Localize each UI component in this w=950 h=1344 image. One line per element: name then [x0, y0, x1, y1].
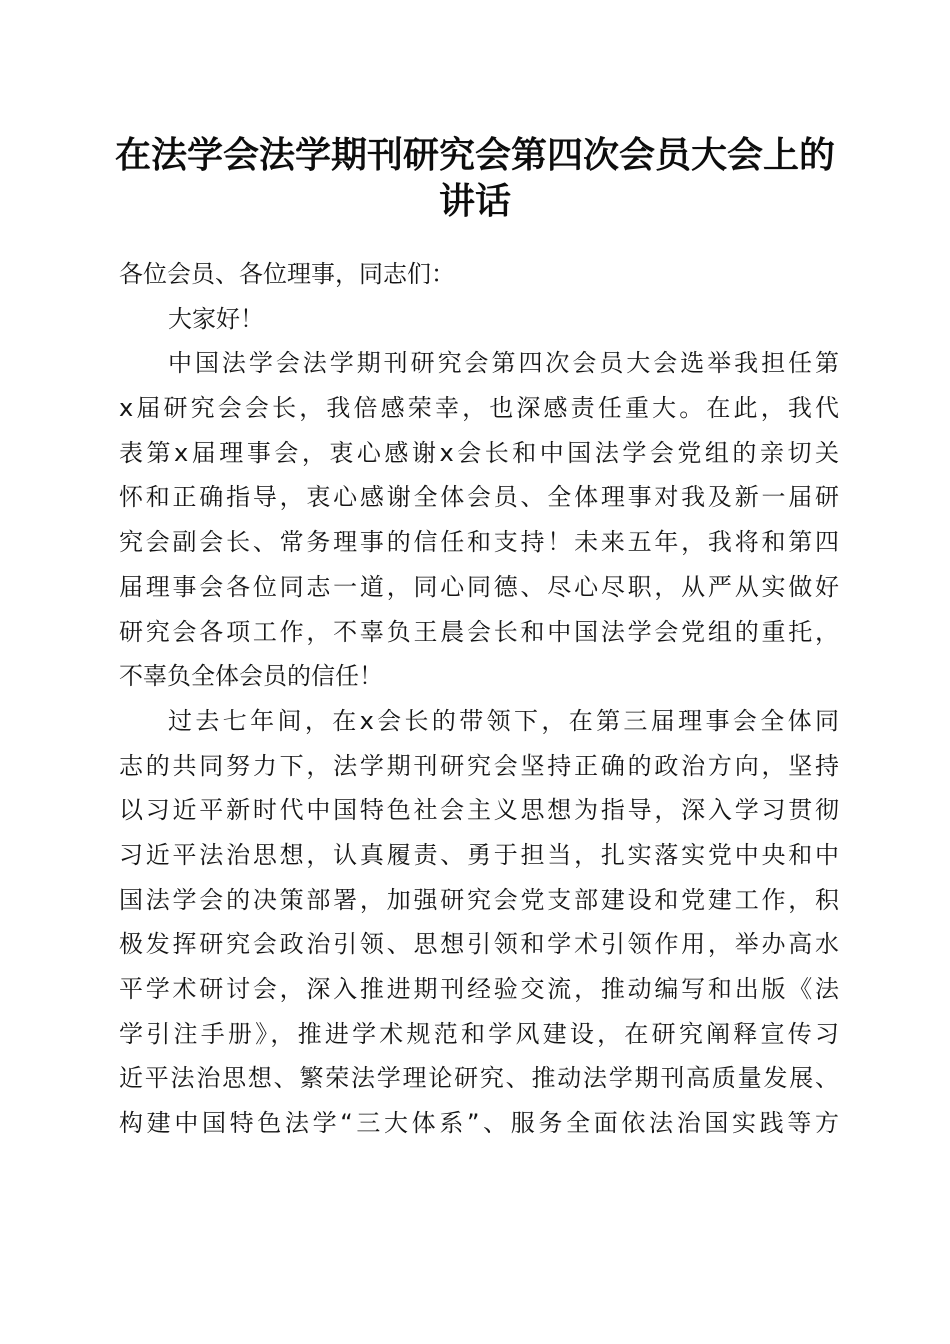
paragraph-line: 构建中国特色法学“三大体系”、服务全面依法治国实践等方: [119, 1109, 839, 1138]
paragraph-line: 过去七年间，在x会长的带领下，在第三届理事会全体同: [168, 706, 839, 735]
title-line-2: 讲话: [438, 180, 511, 222]
paragraph-line: 志的共同努力下，法学期刊研究会坚持正确的政治方向，坚持: [119, 751, 839, 780]
paragraph-line: 怀和正确指导，衷心感谢全体会员、全体理事对我及新一届研: [119, 483, 839, 512]
document-body: [119, 252, 839, 1146]
title-line-1: 在法学会法学期刊研究会第四次会员大会上的: [114, 134, 835, 176]
paragraph-line: 届理事会各位同志一道，同心同德、尽心尽职，从严从实做好: [119, 572, 839, 601]
paragraph-line: 表第x届理事会，衷心感谢x会长和中国法学会党组的亲切关: [119, 438, 839, 467]
paragraph-line: 不辜负全体会员的信任！: [119, 662, 383, 691]
paragraph-line: 究会副会长、常务理事的信任和支持！未来五年，我将和第四: [119, 528, 839, 557]
paragraph-line: 平学术研讨会，深入推进期刊经验交流，推动编写和出版《法: [119, 975, 839, 1003]
greeting: 大家好！: [168, 304, 264, 333]
paragraph-1: [119, 341, 839, 699]
paragraph-line: 国法学会的决策部署，加强研究会党支部建设和党建工作，积: [119, 885, 839, 914]
paragraph-line: 习近平法治思想，认真履责、勇于担当，扎实落实党中央和中: [119, 840, 839, 869]
paragraph-line: 研究会各项工作，不辜负王晨会长和中国法学会党组的重托，: [119, 617, 839, 646]
paragraph-line: 学引注手册》，推进学术规范和学风建设，在研究阐释宣传习: [119, 1019, 839, 1048]
paragraph-line: 近平法治思想、繁荣法学理论研究、推动法学期刊高质量发展、: [119, 1064, 839, 1093]
paragraph-2: [119, 699, 839, 1146]
paragraph-line: x届研究会会长，我倍感荣幸，也深感责任重大。在此，我代: [119, 394, 839, 423]
paragraph-line: 中国法学会法学期刊研究会第四次会员大会选举我担任第: [168, 349, 839, 378]
document-title: [95, 132, 855, 224]
salutation: 各位会员、各位理事，同志们：: [119, 260, 455, 288]
paragraph-line: 以习近平新时代中国特色社会主义思想为指导，深入学习贯彻: [119, 796, 839, 825]
paragraph-line: 极发挥研究会政治引领、思想引领和学术引领作用，举办高水: [119, 930, 839, 959]
